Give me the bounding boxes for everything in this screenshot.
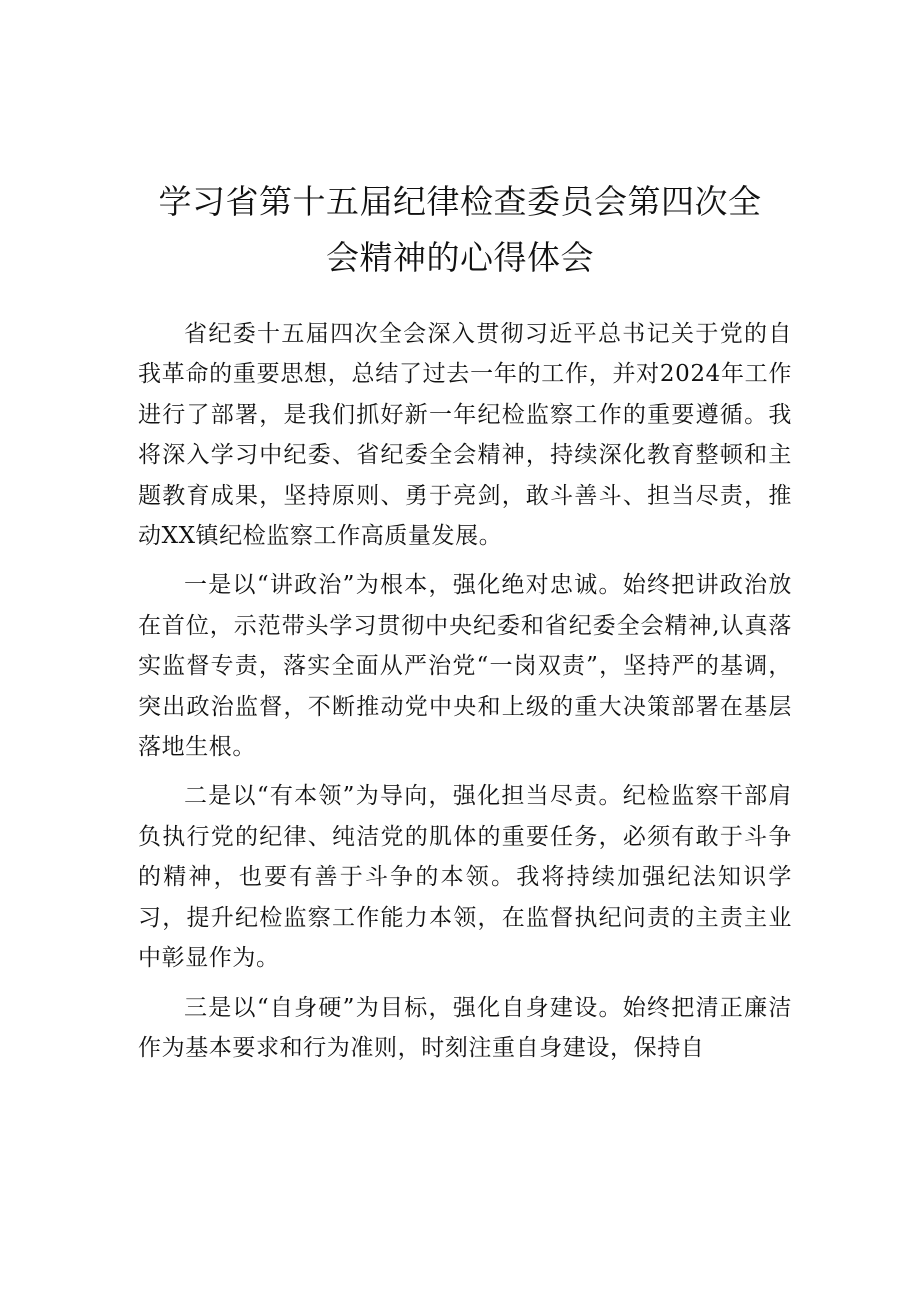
paragraph-point-1: 一是以“讲政治”为根本，强化绝对忠诚。始终把讲政治放在首位，示范带头学习贯彻中央纪委和省纪委全会精神,认真落实监督专责，落实全面从严治党“一岗双责”，坚持严的基调，突出政治监督，不断推动党中央和上级的重大决策部署在基层落地生根。 [138,572,792,761]
title-line-1: 学习省第十五届纪律检查委员会第四次全 [158,182,762,221]
document-title [120,174,800,286]
paragraph-point-2: 二是以“有本领”为导向，强化担当尽责。纪检监察干部肩负执行党的纪律、纯洁党的肌体的重要任务，必须有敢于斗争的精神，也要有善于斗争的本领。我将持续加强纪法知识学习，提升纪检监察工作能力本领，在监督执纪问责的主责主业中彰显作为。 [138,783,792,972]
paragraph-intro: 省纪委十五届四次全会深入贯彻习近平总书记关于党的自我革命的重要思想，总结了过去一年的工作，并对2024年工作进行了部署，是我们抓好新一年纪检监察工作的重要遵循。我将深入学习中纪委、省纪委全会精神，持续深化教育整顿和主题教育成果，坚持原则、勇于亮剑，敢斗善斗、担当尽责，推动XX镇纪检监察工作高质量发展。 [138,321,792,550]
title-line-2: 会精神的心得体会 [326,238,594,277]
paragraph-point-3: 三是以“自身硬”为目标，强化自身建设。始终把清正廉洁作为基本要求和行为准则，时刻注重自身建设，保持自 [138,994,792,1061]
document-body [138,314,792,1077]
